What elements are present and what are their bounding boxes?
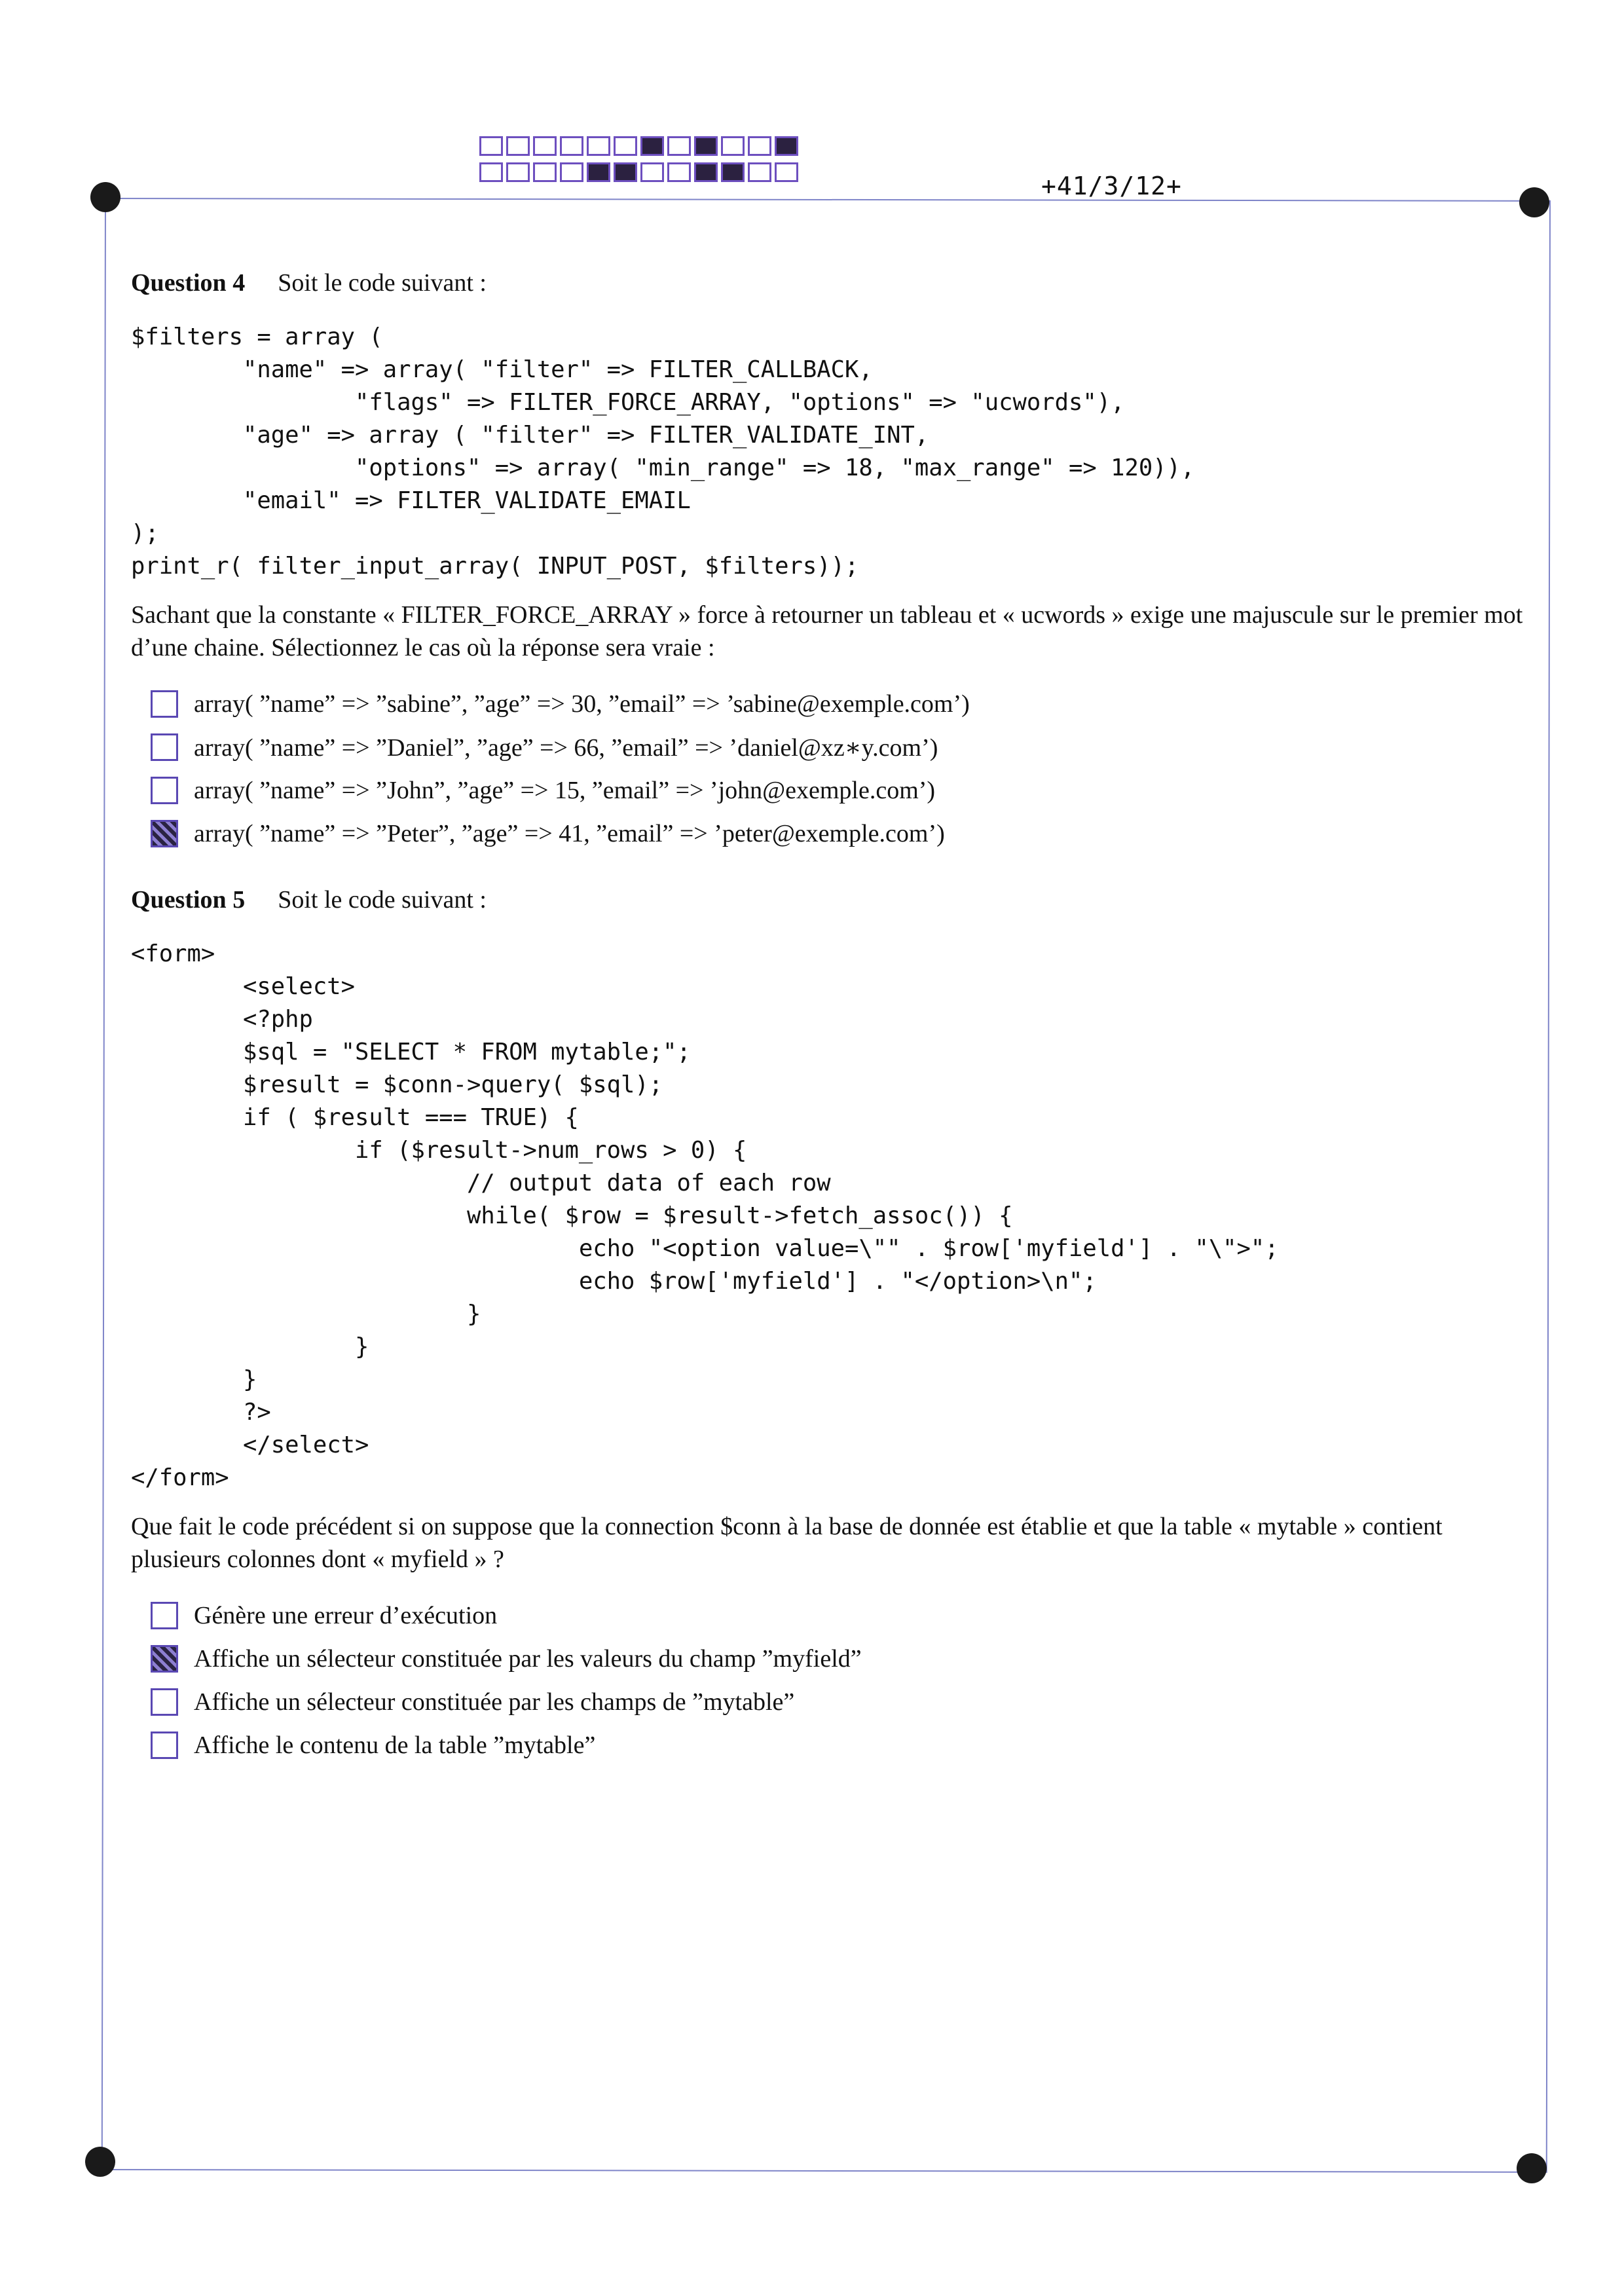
- answer-option[interactable]: [151, 812, 1532, 855]
- answer-text: array( ”name” => ”Peter”, ”age” => 41, ”email” => ’peter@exemple.com’): [194, 820, 945, 847]
- answer-option[interactable]: [151, 769, 1532, 812]
- question-prompt: Sachant que la constante « FILTER_FORCE_ARRAY » force à retourner un tableau et « ucwords » exige une majuscule sur le premier mot d’une chaine. Sélectionnez le cas où la réponse sera vraie :: [131, 601, 1523, 661]
- barcode-cell: [560, 162, 583, 182]
- question-title: Soit le code suivant :: [278, 886, 487, 914]
- barcode-row: [479, 136, 802, 156]
- code-block: <form> <select> <?php $sql = "SELECT * FROM mytable;"; $result = $conn->query( $sql); if ( $result === TRUE) { if ($result->num_rows > 0) { // output data of each row while( $row = $result->fetch_assoc()) { echo "<option value=\"" . $row['myfield'] . "\">"; echo $row['myfield'] . "</option>\n"; } } } ?> </select> </form>: [131, 940, 1279, 1491]
- answer-option[interactable]: [151, 1637, 1532, 1680]
- answer-text: Affiche un sélecteur constituée par les champs de ”mytable”: [194, 1688, 795, 1716]
- barcode-cell: [748, 136, 771, 156]
- corner-marker-top-right: [1519, 187, 1549, 217]
- barcode-cell: [667, 162, 691, 182]
- answer-text: array( ”name” => ”Daniel”, ”age” => 66, ”email” => ’daniel@xz∗y.com’): [194, 733, 938, 762]
- barcode-cell: [506, 162, 530, 182]
- barcode-cell: [587, 136, 610, 156]
- page-id: +41/3/12+: [1041, 172, 1182, 200]
- question-4: [131, 268, 1532, 855]
- answer-option[interactable]: [151, 682, 1532, 726]
- barcode-cell: [640, 136, 664, 156]
- answer-option[interactable]: [151, 1680, 1532, 1724]
- answer-text: Affiche un sélecteur constituée par les valeurs du champ ”myfield”: [194, 1645, 862, 1673]
- question-label: Question 4: [131, 269, 246, 297]
- barcode-cell: [587, 162, 610, 182]
- corner-marker-top-left: [90, 182, 120, 212]
- barcode-cell: [640, 162, 664, 182]
- answer-option[interactable]: [151, 1594, 1532, 1637]
- barcode-cell: [694, 162, 718, 182]
- answer-checkbox[interactable]: [151, 777, 178, 804]
- answer-list: [131, 682, 1532, 855]
- question-label: Question 5: [131, 886, 246, 914]
- barcode-cell: [560, 136, 583, 156]
- barcode-cell: [748, 162, 771, 182]
- barcode-cell: [533, 162, 557, 182]
- question-header: [131, 885, 1532, 914]
- question-5: [131, 885, 1532, 1767]
- barcode-cell: [775, 136, 798, 156]
- barcode-cell: [721, 136, 745, 156]
- barcode-cell: [614, 136, 637, 156]
- barcode-cell: [506, 136, 530, 156]
- barcode-cell: [667, 136, 691, 156]
- answer-checkbox[interactable]: [151, 1688, 178, 1716]
- question-header: [131, 268, 1532, 297]
- answer-list: [131, 1594, 1532, 1767]
- answer-checkbox[interactable]: [151, 733, 178, 761]
- answer-option[interactable]: [151, 1724, 1532, 1767]
- answer-checkbox[interactable]: [151, 820, 178, 847]
- corner-marker-bottom-left: [85, 2147, 115, 2177]
- answer-checkbox[interactable]: [151, 1602, 178, 1629]
- answer-option[interactable]: [151, 726, 1532, 769]
- code-block: $filters = array ( "name" => array( "filter" => FILTER_CALLBACK, "flags" => FILTER_FORCE_ARRAY, "options" => "ucwords"), "age" => array ( "filter" => FILTER_VALIDATE_INT, "options" => array( "min_range" => 18, "max_range" => 120)), "email" => FILTER_VALIDATE_EMAIL ); print_r( filter_input_array( INPUT_POST, $filters));: [131, 324, 1195, 580]
- barcode-cell: [533, 136, 557, 156]
- corner-marker-bottom-right: [1517, 2153, 1547, 2183]
- barcode-cell: [614, 162, 637, 182]
- answer-text: Génère une erreur d’exécution: [194, 1602, 498, 1629]
- answer-text: Affiche le contenu de la table ”mytable”: [194, 1731, 596, 1759]
- question-title: Soit le code suivant :: [278, 269, 487, 297]
- barcode-cell: [479, 162, 503, 182]
- barcode-cell: [721, 162, 745, 182]
- answer-text: array( ”name” => ”sabine”, ”age” => 30, ”email” => ’sabine@exemple.com’): [194, 690, 970, 718]
- barcode-cell: [694, 136, 718, 156]
- barcode-cell: [479, 136, 503, 156]
- answer-checkbox[interactable]: [151, 690, 178, 718]
- answer-checkbox[interactable]: [151, 1645, 178, 1673]
- question-prompt: Que fait le code précédent si on suppose que la connection $conn à la base de donnée est établie et que la table « mytable » contient plusieurs colonnes dont « myfield » ?: [131, 1513, 1443, 1573]
- answer-checkbox[interactable]: [151, 1731, 178, 1759]
- barcode: [479, 136, 802, 189]
- answer-text: array( ”name” => ”John”, ”age” => 15, ”email” => ’john@exemple.com’): [194, 777, 936, 804]
- barcode-cell: [775, 162, 798, 182]
- barcode-row: [479, 162, 802, 182]
